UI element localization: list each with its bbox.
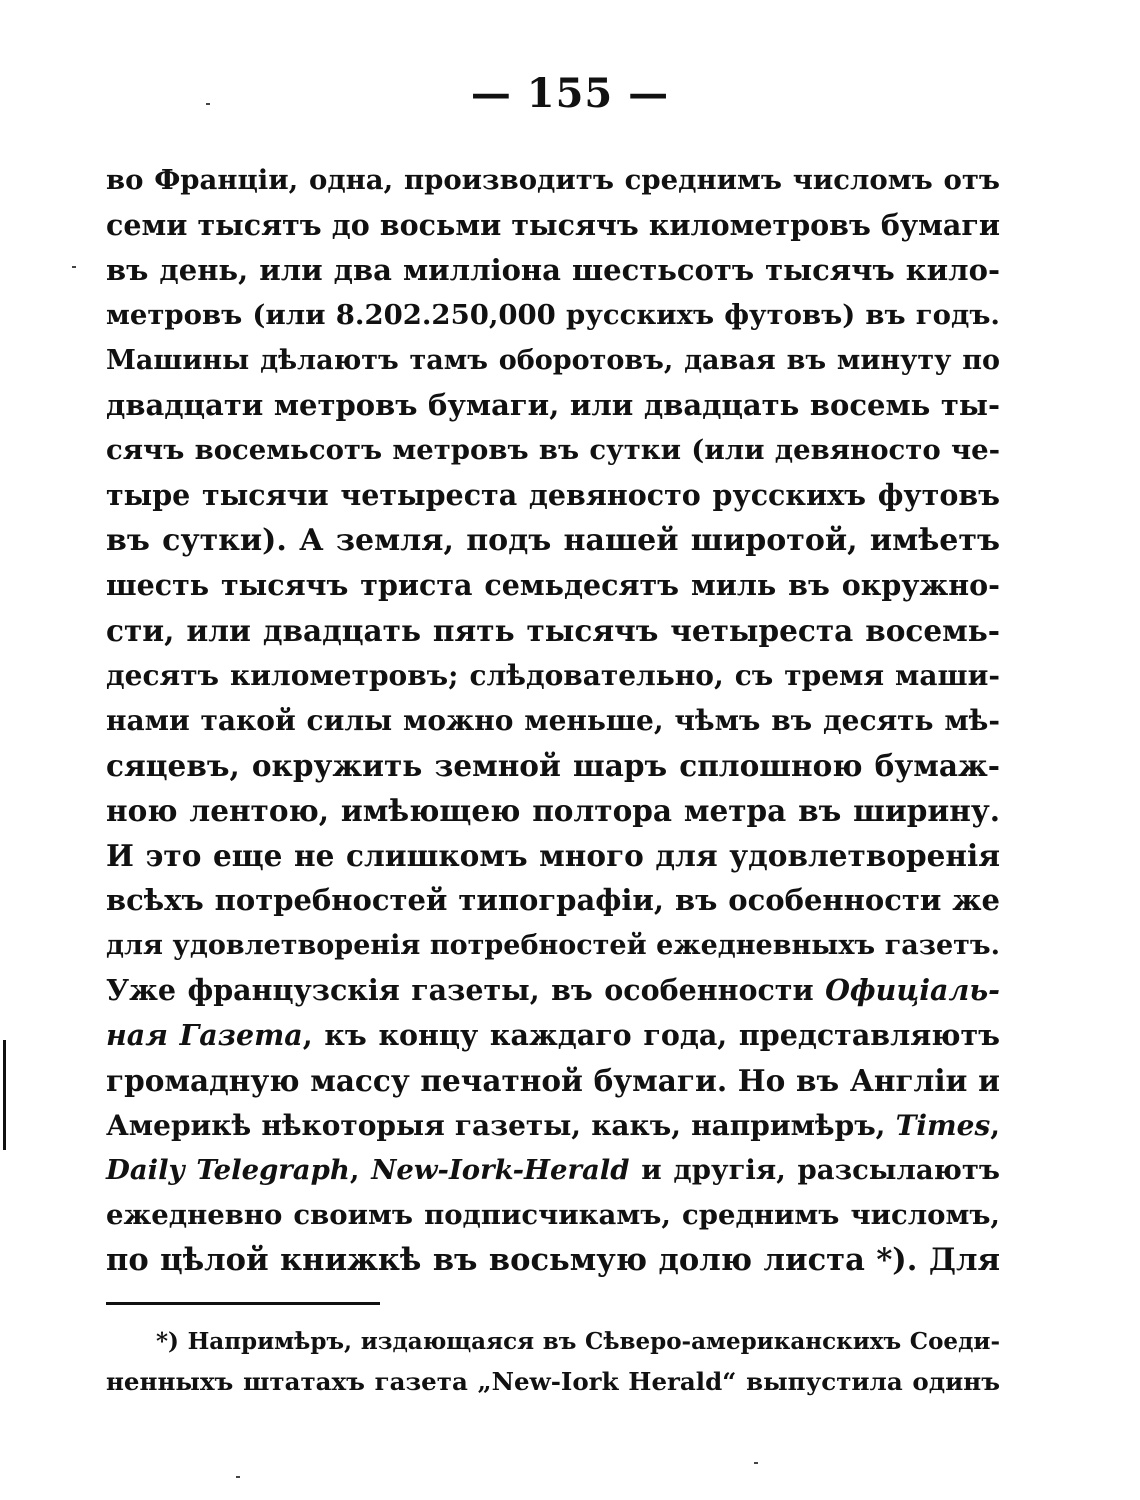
text-line bbox=[106, 518, 1000, 563]
text-line bbox=[106, 698, 1000, 743]
footnote-separator bbox=[106, 1302, 380, 1305]
text-line bbox=[106, 608, 1000, 653]
text-segment: въ сутки). А земля, подъ нашей широтой, имѣетъ bbox=[106, 523, 1000, 558]
text-segment: ежедневно своимъ подписчикамъ, среднимъ числомъ, bbox=[106, 1199, 1000, 1231]
text-line bbox=[106, 1148, 1000, 1193]
text-segment: шесть тысячъ триста семьдесятъ миль въ окружно- bbox=[106, 568, 1000, 602]
text-segment: десятъ километровъ; слѣдовательно, съ тремя маши- bbox=[106, 659, 1000, 692]
text-line bbox=[106, 383, 1000, 428]
scan-speck bbox=[754, 1462, 758, 1464]
scan-speck bbox=[206, 103, 210, 105]
scan-edge-mark bbox=[3, 1040, 6, 1150]
text-segment: , bbox=[990, 1109, 1000, 1142]
scan-speck bbox=[236, 1476, 240, 1478]
scan-speck bbox=[72, 266, 76, 268]
text-segment: метровъ (или 8.202.250,000 русскихъ футовъ) въ годъ. bbox=[106, 299, 1000, 331]
text-line bbox=[106, 743, 1000, 788]
body-text bbox=[106, 158, 1000, 1283]
footnote-block bbox=[106, 1322, 1000, 1402]
text-line bbox=[106, 563, 1000, 608]
text-line bbox=[106, 248, 1000, 293]
text-segment: во Франціи, одна, производитъ среднимъ числомъ отъ bbox=[106, 164, 1000, 196]
text-segment: по цѣлой книжкѣ въ восьмую долю листа *). Для bbox=[106, 1242, 1000, 1278]
text-segment: тыре тысячи четыреста девяносто русскихъ футовъ bbox=[106, 478, 1000, 512]
text-line bbox=[106, 158, 1000, 203]
text-segment: семи тысятъ до восьми тысячъ километровъ бумаги bbox=[106, 208, 1000, 242]
text-line bbox=[106, 653, 1000, 698]
page-number: — 155 — bbox=[470, 70, 670, 117]
text-segment: громадную массу печатной бумаги. Но въ Англіи и bbox=[106, 1063, 1000, 1098]
italic-text-segment: Офиціаль- bbox=[825, 973, 1000, 1007]
text-line bbox=[106, 1238, 1000, 1283]
italic-text-segment: Daily Telegraph bbox=[106, 1154, 350, 1186]
text-segment: И это еще не слишкомъ много для удовлетворенія bbox=[106, 838, 1000, 873]
italic-text-segment: New-Iork-Herald bbox=[371, 1154, 630, 1186]
text-segment: Уже французскія газеты, въ особенности bbox=[106, 973, 826, 1007]
italic-text-segment: ная Газета bbox=[106, 1018, 303, 1052]
text-line bbox=[106, 1193, 1000, 1238]
text-line bbox=[106, 293, 1000, 338]
text-line bbox=[106, 428, 1000, 473]
text-segment: Машины дѣлаютъ тамъ оборотовъ, давая въ минуту по bbox=[106, 345, 1000, 376]
text-segment: нами такой силы можно меньше, чѣмъ въ десять мѣ- bbox=[106, 704, 1000, 737]
text-line bbox=[106, 923, 1000, 968]
text-segment: сячъ восемьсотъ метровъ въ сутки (или девяносто че- bbox=[106, 434, 1000, 466]
text-segment: въ день, или два милліона шестьсотъ тысячъ кило- bbox=[106, 253, 1000, 287]
text-segment: , bbox=[349, 1154, 372, 1186]
text-line bbox=[106, 473, 1000, 518]
text-segment: для удовлетворенія потребностей ежедневныхъ газетъ. bbox=[106, 930, 1000, 961]
text-segment: и другія, разсылаютъ bbox=[629, 1154, 1001, 1186]
text-segment: Америкѣ нѣкоторыя газеты, какъ, напримѣръ, bbox=[106, 1109, 896, 1142]
text-line bbox=[106, 878, 1000, 923]
text-segment: всѣхъ потребностей типографіи, въ особенности же bbox=[106, 883, 1000, 917]
text-segment: сти, или двадцать пять тысячъ четыреста восемь- bbox=[106, 613, 1000, 648]
text-line bbox=[106, 968, 1000, 1013]
text-line bbox=[106, 788, 1000, 833]
text-line bbox=[106, 1013, 1000, 1058]
footnote-line: ненныхъ штатахъ газета „New-Iork Herald“ выпустила одинъ bbox=[106, 1367, 1000, 1396]
text-segment: сяцевъ, окружить земной шаръ сплошною бумаж- bbox=[106, 748, 1000, 783]
text-segment: двадцати метровъ бумаги, или двадцать восемь ты- bbox=[106, 388, 1000, 422]
footnote-line: *) Напримѣръ, издающаяся въ Сѣверо-американскихъ Соеди- bbox=[156, 1328, 1000, 1355]
text-segment: , къ концу каждаго года, представляютъ bbox=[302, 1018, 1000, 1052]
text-line bbox=[106, 203, 1000, 248]
italic-text-segment: Times bbox=[895, 1109, 991, 1142]
text-line bbox=[106, 1058, 1000, 1103]
text-segment: ною лентою, имѣющею полтора метра въ ширину. bbox=[106, 793, 1000, 828]
text-line bbox=[106, 1103, 1000, 1148]
text-line bbox=[106, 833, 1000, 878]
text-line bbox=[106, 338, 1000, 383]
